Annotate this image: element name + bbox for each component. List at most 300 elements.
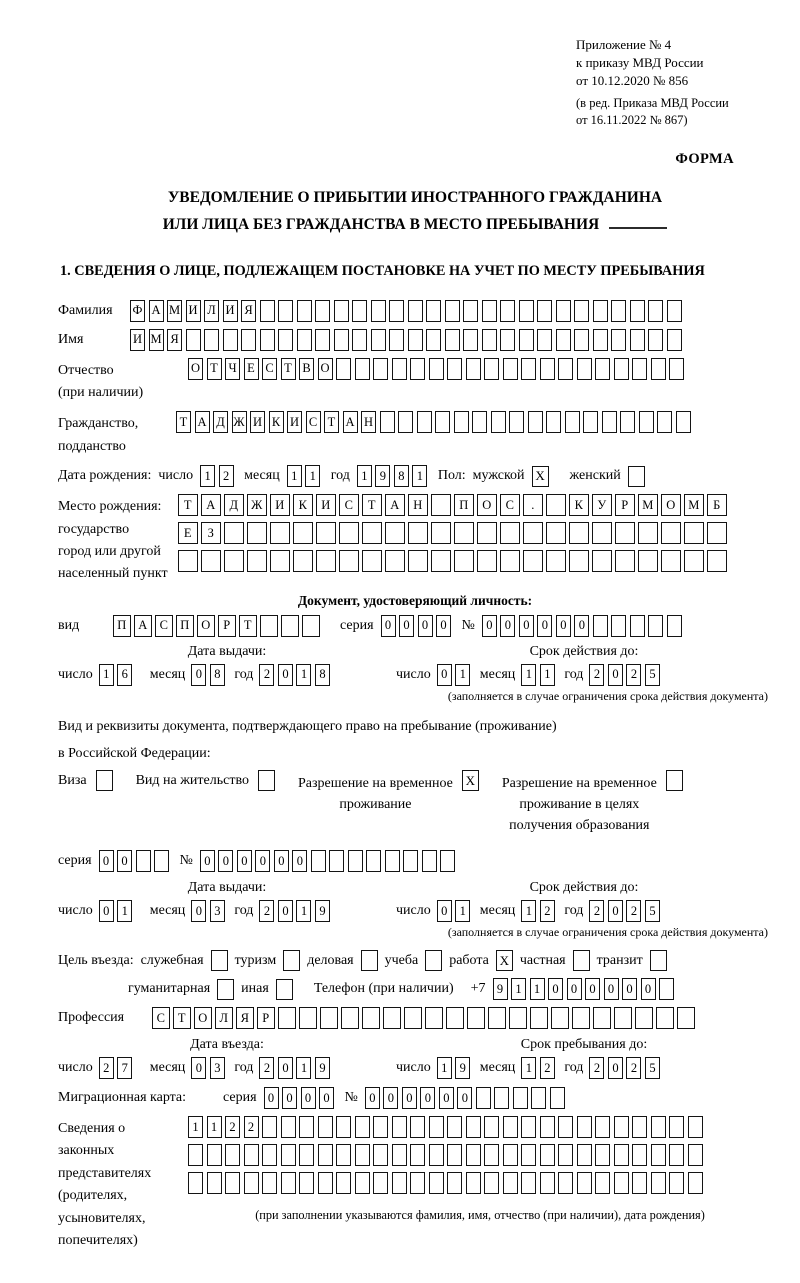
char-cell[interactable] <box>632 1172 647 1194</box>
char-cell[interactable] <box>595 1116 610 1138</box>
char-cell[interactable] <box>521 1116 536 1138</box>
birth-place-cells-row2[interactable] <box>178 522 730 544</box>
char-cell[interactable] <box>426 300 441 322</box>
char-cell[interactable] <box>336 358 351 380</box>
char-cell[interactable]: Я <box>167 329 182 351</box>
char-cell[interactable] <box>320 1007 338 1029</box>
char-cell[interactable]: Т <box>324 411 339 433</box>
char-cell[interactable]: 0 <box>282 1087 297 1109</box>
char-cell[interactable] <box>385 522 405 544</box>
char-cell[interactable] <box>186 329 201 351</box>
char-cell[interactable]: И <box>316 494 336 516</box>
doc-number-cells[interactable] <box>482 615 686 637</box>
char-cell[interactable] <box>398 411 413 433</box>
char-cell[interactable] <box>404 1007 422 1029</box>
char-cell[interactable]: Т <box>176 411 191 433</box>
char-cell[interactable] <box>569 550 589 572</box>
char-cell[interactable] <box>440 850 455 872</box>
char-cell[interactable]: С <box>152 1007 170 1029</box>
char-cell[interactable] <box>593 615 608 637</box>
char-cell[interactable] <box>551 1007 569 1029</box>
char-cell[interactable]: 1 <box>117 900 132 922</box>
char-cell[interactable]: 1 <box>99 664 114 686</box>
char-cell[interactable]: 0 <box>402 1087 417 1109</box>
char-cell[interactable]: 1 <box>357 465 372 487</box>
char-cell[interactable] <box>447 358 462 380</box>
purpose-official-checkbox[interactable] <box>211 950 228 971</box>
char-cell[interactable] <box>447 1172 462 1194</box>
char-cell[interactable]: Т <box>173 1007 191 1029</box>
char-cell[interactable]: 0 <box>301 1087 316 1109</box>
char-cell[interactable]: 0 <box>608 664 623 686</box>
char-cell[interactable] <box>339 522 359 544</box>
char-cell[interactable] <box>614 358 629 380</box>
char-cell[interactable]: 9 <box>455 1057 470 1079</box>
char-cell[interactable] <box>178 550 198 572</box>
residence-permit-checkbox[interactable] <box>258 770 275 791</box>
char-cell[interactable]: 0 <box>436 615 451 637</box>
char-cell[interactable] <box>341 1007 359 1029</box>
char-cell[interactable]: 0 <box>537 615 552 637</box>
char-cell[interactable]: М <box>167 300 182 322</box>
char-cell[interactable]: З <box>201 522 221 544</box>
char-cell[interactable]: 1 <box>455 900 470 922</box>
expiry-day-cells[interactable] <box>437 664 474 686</box>
char-cell[interactable]: У <box>592 494 612 516</box>
char-cell[interactable]: Ч <box>225 358 240 380</box>
char-cell[interactable]: П <box>176 615 194 637</box>
char-cell[interactable]: О <box>188 358 203 380</box>
char-cell[interactable]: 9 <box>315 1057 330 1079</box>
char-cell[interactable] <box>494 1087 509 1109</box>
char-cell[interactable]: Р <box>615 494 635 516</box>
male-checkbox[interactable]: X <box>532 466 549 487</box>
char-cell[interactable] <box>355 1172 370 1194</box>
char-cell[interactable]: 0 <box>500 615 515 637</box>
char-cell[interactable]: Ж <box>247 494 267 516</box>
char-cell[interactable]: В <box>299 358 314 380</box>
char-cell[interactable] <box>293 522 313 544</box>
char-cell[interactable]: 0 <box>381 615 396 637</box>
char-cell[interactable]: 1 <box>521 900 536 922</box>
char-cell[interactable] <box>385 850 400 872</box>
char-cell[interactable] <box>281 1172 296 1194</box>
char-cell[interactable]: 0 <box>117 850 132 872</box>
char-cell[interactable] <box>513 1087 528 1109</box>
residence-issue-year-cells[interactable] <box>259 900 333 922</box>
char-cell[interactable]: Р <box>218 615 236 637</box>
char-cell[interactable]: И <box>250 411 265 433</box>
char-cell[interactable] <box>523 522 543 544</box>
char-cell[interactable] <box>431 494 451 516</box>
char-cell[interactable]: Н <box>408 494 428 516</box>
char-cell[interactable] <box>546 494 566 516</box>
char-cell[interactable] <box>336 1172 351 1194</box>
char-cell[interactable] <box>315 329 330 351</box>
char-cell[interactable] <box>592 522 612 544</box>
char-cell[interactable]: 0 <box>418 615 433 637</box>
char-cell[interactable]: К <box>293 494 313 516</box>
char-cell[interactable]: Т <box>178 494 198 516</box>
char-cell[interactable] <box>558 1172 573 1194</box>
char-cell[interactable]: 8 <box>315 664 330 686</box>
char-cell[interactable] <box>472 411 487 433</box>
char-cell[interactable] <box>389 329 404 351</box>
char-cell[interactable] <box>247 550 267 572</box>
char-cell[interactable]: 1 <box>305 465 320 487</box>
char-cell[interactable]: И <box>287 411 302 433</box>
char-cell[interactable]: 2 <box>259 900 274 922</box>
char-cell[interactable]: 0 <box>237 850 252 872</box>
char-cell[interactable]: 0 <box>278 664 293 686</box>
char-cell[interactable] <box>316 550 336 572</box>
char-cell[interactable] <box>429 358 444 380</box>
char-cell[interactable]: С <box>262 358 277 380</box>
char-cell[interactable]: 0 <box>218 850 233 872</box>
char-cell[interactable] <box>223 329 238 351</box>
char-cell[interactable]: К <box>269 411 284 433</box>
legal-rep-cells-row3[interactable] <box>188 1172 772 1194</box>
char-cell[interactable]: 2 <box>626 1057 641 1079</box>
char-cell[interactable]: Д <box>224 494 244 516</box>
char-cell[interactable]: 3 <box>210 1057 225 1079</box>
char-cell[interactable] <box>299 1116 314 1138</box>
char-cell[interactable]: 1 <box>287 465 302 487</box>
char-cell[interactable] <box>447 1116 462 1138</box>
char-cell[interactable] <box>454 550 474 572</box>
char-cell[interactable] <box>355 1116 370 1138</box>
purpose-humanitarian-checkbox[interactable] <box>217 979 234 1000</box>
doc-series-cells[interactable] <box>381 615 455 637</box>
purpose-private-checkbox[interactable] <box>573 950 590 971</box>
char-cell[interactable]: А <box>201 494 221 516</box>
char-cell[interactable]: С <box>339 494 359 516</box>
char-cell[interactable] <box>362 550 382 572</box>
residence-series-cells[interactable] <box>99 850 173 872</box>
char-cell[interactable] <box>577 1116 592 1138</box>
char-cell[interactable] <box>638 550 658 572</box>
char-cell[interactable]: 3 <box>210 900 225 922</box>
char-cell[interactable]: Б <box>707 494 727 516</box>
char-cell[interactable] <box>503 358 518 380</box>
char-cell[interactable] <box>614 1116 629 1138</box>
char-cell[interactable]: Ф <box>130 300 145 322</box>
char-cell[interactable]: 2 <box>219 465 234 487</box>
char-cell[interactable]: 0 <box>437 900 452 922</box>
char-cell[interactable]: 0 <box>383 1087 398 1109</box>
temp-residence-education-checkbox[interactable] <box>666 770 683 791</box>
char-cell[interactable] <box>311 850 326 872</box>
char-cell[interactable]: 2 <box>540 1057 555 1079</box>
char-cell[interactable] <box>669 358 684 380</box>
char-cell[interactable] <box>615 550 635 572</box>
char-cell[interactable] <box>373 1116 388 1138</box>
char-cell[interactable]: А <box>134 615 152 637</box>
purpose-study-checkbox[interactable] <box>425 950 442 971</box>
char-cell[interactable]: 0 <box>519 615 534 637</box>
char-cell[interactable] <box>484 1172 499 1194</box>
char-cell[interactable] <box>667 300 682 322</box>
char-cell[interactable] <box>410 1172 425 1194</box>
char-cell[interactable]: Я <box>241 300 256 322</box>
char-cell[interactable] <box>463 300 478 322</box>
char-cell[interactable] <box>477 550 497 572</box>
doc-kind-cells[interactable] <box>113 615 323 637</box>
char-cell[interactable] <box>540 1116 555 1138</box>
char-cell[interactable] <box>688 1172 703 1194</box>
char-cell[interactable]: 1 <box>207 1116 222 1138</box>
char-cell[interactable] <box>577 1172 592 1194</box>
char-cell[interactable] <box>371 300 386 322</box>
char-cell[interactable]: 0 <box>191 1057 206 1079</box>
char-cell[interactable] <box>611 300 626 322</box>
char-cell[interactable] <box>572 1007 590 1029</box>
char-cell[interactable]: 0 <box>319 1087 334 1109</box>
char-cell[interactable]: 2 <box>589 664 604 686</box>
char-cell[interactable] <box>593 300 608 322</box>
residence-number-cells[interactable] <box>200 850 459 872</box>
char-cell[interactable] <box>593 329 608 351</box>
profession-cells[interactable] <box>152 1007 698 1029</box>
char-cell[interactable] <box>385 550 405 572</box>
char-cell[interactable]: К <box>569 494 589 516</box>
char-cell[interactable]: 0 <box>439 1087 454 1109</box>
char-cell[interactable] <box>651 1116 666 1138</box>
char-cell[interactable]: И <box>130 329 145 351</box>
char-cell[interactable] <box>392 1116 407 1138</box>
char-cell[interactable] <box>293 550 313 572</box>
char-cell[interactable]: 8 <box>210 664 225 686</box>
char-cell[interactable] <box>488 1007 506 1029</box>
char-cell[interactable] <box>389 300 404 322</box>
char-cell[interactable] <box>556 300 571 322</box>
char-cell[interactable] <box>574 329 589 351</box>
char-cell[interactable]: 0 <box>191 664 206 686</box>
char-cell[interactable] <box>521 358 536 380</box>
char-cell[interactable] <box>632 1116 647 1138</box>
char-cell[interactable]: А <box>385 494 405 516</box>
char-cell[interactable] <box>519 329 534 351</box>
char-cell[interactable] <box>467 1007 485 1029</box>
char-cell[interactable] <box>278 1007 296 1029</box>
char-cell[interactable] <box>509 1007 527 1029</box>
char-cell[interactable] <box>528 411 543 433</box>
char-cell[interactable] <box>509 411 524 433</box>
char-cell[interactable]: 2 <box>540 900 555 922</box>
char-cell[interactable]: Т <box>281 358 296 380</box>
char-cell[interactable]: А <box>343 411 358 433</box>
char-cell[interactable]: Н <box>361 411 376 433</box>
migration-number-cells[interactable] <box>365 1087 569 1109</box>
char-cell[interactable]: А <box>149 300 164 322</box>
char-cell[interactable]: 0 <box>482 615 497 637</box>
char-cell[interactable] <box>707 522 727 544</box>
char-cell[interactable] <box>410 1116 425 1138</box>
char-cell[interactable] <box>403 850 418 872</box>
char-cell[interactable] <box>503 1116 518 1138</box>
residence-expiry-year-cells[interactable] <box>589 900 663 922</box>
char-cell[interactable]: 1 <box>296 1057 311 1079</box>
char-cell[interactable] <box>484 358 499 380</box>
char-cell[interactable] <box>463 329 478 351</box>
char-cell[interactable]: 0 <box>420 1087 435 1109</box>
birth-year-cells[interactable] <box>357 465 431 487</box>
char-cell[interactable] <box>659 978 674 1000</box>
char-cell[interactable]: 0 <box>556 615 571 637</box>
char-cell[interactable]: 1 <box>455 664 470 686</box>
char-cell[interactable]: 1 <box>521 664 536 686</box>
char-cell[interactable] <box>635 1007 653 1029</box>
char-cell[interactable] <box>546 411 561 433</box>
char-cell[interactable] <box>491 411 506 433</box>
char-cell[interactable]: 7 <box>117 1057 132 1079</box>
char-cell[interactable] <box>466 1172 481 1194</box>
char-cell[interactable] <box>408 522 428 544</box>
char-cell[interactable]: Я <box>236 1007 254 1029</box>
char-cell[interactable] <box>688 1116 703 1138</box>
char-cell[interactable]: . <box>523 494 543 516</box>
char-cell[interactable] <box>611 329 626 351</box>
char-cell[interactable] <box>429 1116 444 1138</box>
char-cell[interactable]: Е <box>178 522 198 544</box>
char-cell[interactable]: 0 <box>99 900 114 922</box>
char-cell[interactable]: М <box>684 494 704 516</box>
char-cell[interactable] <box>348 850 363 872</box>
char-cell[interactable]: 6 <box>117 664 132 686</box>
char-cell[interactable]: 0 <box>457 1087 472 1109</box>
char-cell[interactable] <box>445 300 460 322</box>
char-cell[interactable]: 0 <box>99 850 114 872</box>
char-cell[interactable]: Л <box>215 1007 233 1029</box>
char-cell[interactable] <box>684 550 704 572</box>
stay-year-cells[interactable] <box>589 1057 663 1079</box>
char-cell[interactable]: И <box>270 494 290 516</box>
char-cell[interactable]: 1 <box>511 978 526 1000</box>
char-cell[interactable]: Т <box>239 615 257 637</box>
char-cell[interactable]: 2 <box>589 900 604 922</box>
char-cell[interactable] <box>550 1087 565 1109</box>
entry-day-cells[interactable] <box>99 1057 136 1079</box>
char-cell[interactable] <box>270 550 290 572</box>
char-cell[interactable] <box>531 1087 546 1109</box>
char-cell[interactable]: 1 <box>437 1057 452 1079</box>
char-cell[interactable] <box>278 329 293 351</box>
purpose-transit-checkbox[interactable] <box>650 950 667 971</box>
givenname-cells[interactable] <box>130 329 685 351</box>
issue-year-cells[interactable] <box>259 664 333 686</box>
char-cell[interactable]: 5 <box>645 900 660 922</box>
char-cell[interactable] <box>297 300 312 322</box>
char-cell[interactable] <box>136 850 151 872</box>
char-cell[interactable] <box>500 522 520 544</box>
char-cell[interactable] <box>521 1172 536 1194</box>
char-cell[interactable] <box>530 1007 548 1029</box>
char-cell[interactable] <box>648 615 663 637</box>
char-cell[interactable]: 0 <box>585 978 600 1000</box>
char-cell[interactable] <box>540 1172 555 1194</box>
char-cell[interactable]: Ж <box>232 411 247 433</box>
char-cell[interactable] <box>188 1172 203 1194</box>
char-cell[interactable]: 2 <box>626 664 641 686</box>
birth-place-cells-row1[interactable] <box>178 494 730 516</box>
char-cell[interactable] <box>260 615 278 637</box>
stay-day-cells[interactable] <box>437 1057 474 1079</box>
visa-checkbox[interactable] <box>96 770 113 791</box>
issue-day-cells[interactable] <box>99 664 136 686</box>
char-cell[interactable]: 0 <box>622 978 637 1000</box>
char-cell[interactable] <box>676 411 691 433</box>
char-cell[interactable] <box>318 1172 333 1194</box>
char-cell[interactable] <box>466 358 481 380</box>
char-cell[interactable]: О <box>194 1007 212 1029</box>
char-cell[interactable]: С <box>155 615 173 637</box>
char-cell[interactable]: 0 <box>200 850 215 872</box>
char-cell[interactable] <box>651 1172 666 1194</box>
char-cell[interactable] <box>476 1087 491 1109</box>
char-cell[interactable]: 0 <box>567 978 582 1000</box>
char-cell[interactable] <box>329 850 344 872</box>
char-cell[interactable] <box>241 329 256 351</box>
char-cell[interactable] <box>546 522 566 544</box>
char-cell[interactable] <box>425 1007 443 1029</box>
char-cell[interactable] <box>630 329 645 351</box>
char-cell[interactable] <box>620 411 635 433</box>
char-cell[interactable]: 0 <box>574 615 589 637</box>
char-cell[interactable] <box>537 300 552 322</box>
entry-year-cells[interactable] <box>259 1057 333 1079</box>
char-cell[interactable]: Л <box>204 300 219 322</box>
purpose-business-checkbox[interactable] <box>361 950 378 971</box>
char-cell[interactable] <box>392 1172 407 1194</box>
char-cell[interactable]: А <box>195 411 210 433</box>
char-cell[interactable] <box>297 329 312 351</box>
char-cell[interactable] <box>373 358 388 380</box>
char-cell[interactable] <box>224 522 244 544</box>
char-cell[interactable] <box>380 411 395 433</box>
char-cell[interactable] <box>315 300 330 322</box>
char-cell[interactable]: 1 <box>530 978 545 1000</box>
char-cell[interactable]: Д <box>213 411 228 433</box>
char-cell[interactable]: И <box>186 300 201 322</box>
char-cell[interactable]: 2 <box>589 1057 604 1079</box>
residence-issue-month-cells[interactable] <box>191 900 228 922</box>
char-cell[interactable] <box>611 615 626 637</box>
char-cell[interactable] <box>558 1116 573 1138</box>
char-cell[interactable] <box>500 300 515 322</box>
char-cell[interactable] <box>299 1172 314 1194</box>
char-cell[interactable]: М <box>638 494 658 516</box>
char-cell[interactable]: 5 <box>645 1057 660 1079</box>
char-cell[interactable] <box>204 329 219 351</box>
char-cell[interactable] <box>426 329 441 351</box>
char-cell[interactable]: П <box>113 615 131 637</box>
char-cell[interactable] <box>523 550 543 572</box>
char-cell[interactable] <box>540 358 555 380</box>
temp-residence-checkbox[interactable]: X <box>462 770 479 791</box>
char-cell[interactable] <box>352 329 367 351</box>
char-cell[interactable]: Р <box>257 1007 275 1029</box>
char-cell[interactable]: 0 <box>608 1057 623 1079</box>
char-cell[interactable] <box>648 329 663 351</box>
char-cell[interactable] <box>484 1116 499 1138</box>
birth-place-cells-row3[interactable] <box>178 550 730 572</box>
char-cell[interactable]: 0 <box>548 978 563 1000</box>
char-cell[interactable] <box>614 1007 632 1029</box>
char-cell[interactable]: 1 <box>521 1057 536 1079</box>
char-cell[interactable]: 9 <box>375 465 390 487</box>
char-cell[interactable]: 0 <box>264 1087 279 1109</box>
char-cell[interactable] <box>362 1007 380 1029</box>
